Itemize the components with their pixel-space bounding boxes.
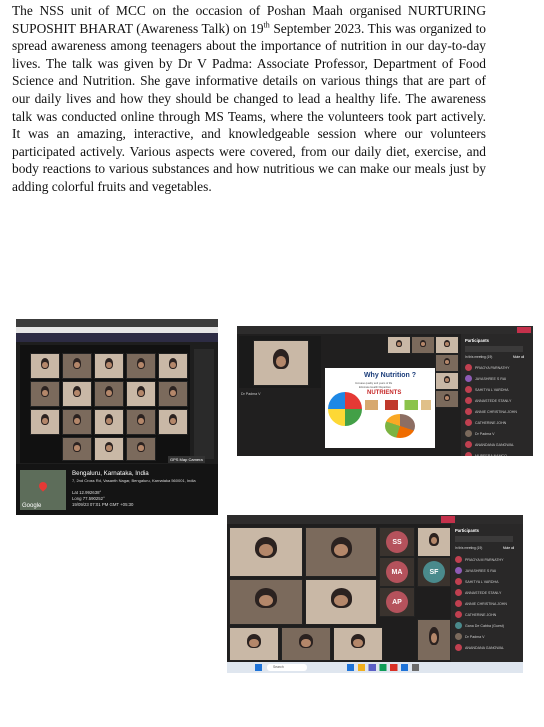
video-tile (30, 381, 60, 407)
participant-name: Dr Padma V (475, 431, 495, 436)
avatar-initials: AP (392, 598, 402, 606)
video-tile (126, 437, 156, 461)
participant-name: CATHERINE JOHN (465, 612, 497, 617)
participant-item (455, 609, 507, 620)
participant-list (465, 362, 517, 456)
presentation-slide (325, 368, 435, 448)
leave-button[interactable] (441, 516, 455, 523)
google-logo: Google (22, 503, 42, 509)
teams-toolbar (237, 326, 533, 334)
participant-name: ANANDANA GANGWAL (465, 645, 505, 650)
video-tile (305, 579, 377, 625)
map-pin-icon (37, 480, 48, 491)
gps-camera-label (168, 456, 205, 463)
participant-item (465, 384, 517, 395)
participant-item (465, 406, 517, 417)
video-tile (94, 353, 124, 379)
video-tile (229, 527, 303, 577)
participant-name: SAHITYA L VARDHA (465, 579, 499, 584)
participant-name: SAHITYA L VARDHA (475, 387, 509, 392)
photo-teams-gallery (227, 515, 523, 673)
map-thumbnail (20, 470, 66, 510)
video-tile (126, 409, 156, 435)
participant-name: ANNASTEDE STANLY (475, 398, 512, 403)
participant-item (455, 598, 507, 609)
avatar-initials: SF (429, 568, 439, 576)
participant-item (465, 373, 517, 384)
video-tile (417, 619, 451, 661)
participant-name: CATHERINE JOHN (475, 420, 507, 425)
participant-item (465, 428, 517, 439)
browser-tabs-bar (16, 319, 218, 327)
presenter-video (253, 340, 309, 386)
participant-name: JAYASHREE S RAI (475, 376, 507, 381)
avatar (423, 561, 445, 583)
presenter-panel (239, 336, 321, 388)
video-tile (435, 372, 459, 390)
video-tile (417, 527, 451, 557)
participant-list (455, 554, 507, 653)
slide-subtitle-2: Eliminate Health Disparities (359, 386, 391, 389)
video-tile (62, 409, 92, 435)
video-tile (379, 587, 415, 617)
location-address: 7, 2nd Cross Rd, Vasanth Nagar, Bengaluru, Karnataka 560001, India (72, 478, 196, 483)
longitude: Long 77.590252° (72, 496, 105, 501)
video-tile (94, 409, 124, 435)
participant-name: PRAGYA M PARNATHY (465, 557, 504, 562)
avatar (386, 531, 408, 553)
video-tile (158, 353, 188, 379)
participant-name: JAYASHREE S RAI (465, 568, 497, 573)
video-tile (333, 627, 383, 661)
participant-name: Dr Padma V (465, 634, 485, 639)
food-wheel (328, 392, 362, 426)
video-tile (30, 353, 60, 379)
report-text-superscript: th (263, 20, 270, 30)
participant-name: PRAGYA PARNATHY (475, 365, 510, 370)
photo-teams-gallery-gps (16, 319, 218, 515)
video-tile (305, 527, 377, 577)
video-tile (411, 336, 435, 354)
in-meeting-label: In this meeting (19) (455, 546, 483, 550)
participant-name: MUBEERA NAMCO (475, 453, 507, 456)
participant-item (455, 620, 507, 631)
participant-name: ANNIE CHRISTINA JOHN (465, 601, 507, 606)
video-tile (126, 353, 156, 379)
participants-search[interactable] (455, 536, 513, 542)
video-tile (379, 557, 415, 587)
participant-name: ANANDANA GANGWAL (475, 442, 515, 447)
participant-item (455, 642, 507, 653)
participant-item (455, 631, 507, 642)
participant-item (455, 587, 507, 598)
gps-overlay (16, 457, 218, 515)
windows-taskbar (227, 662, 523, 673)
search-label: Search (273, 665, 284, 669)
participant-item (465, 450, 517, 456)
avatar-initials: MA (391, 568, 403, 576)
participants-title: Participants (455, 528, 479, 533)
food-icons (365, 400, 431, 410)
photo-teams-presentation (237, 326, 533, 456)
video-tile (94, 381, 124, 407)
video-tile (158, 409, 188, 435)
avatar-initials: SS (392, 538, 402, 546)
presenter-name: Dr Padma V (241, 392, 261, 396)
in-meeting-label: In this meeting (19) (465, 355, 493, 359)
video-tile (62, 353, 92, 379)
gps-camera-text: GPS Map Camera (170, 457, 203, 462)
mute-all-button[interactable]: Mute all (503, 546, 515, 550)
slide-title: Why Nutrition ? (363, 372, 417, 379)
latitude: Lat 12.992638° (72, 490, 102, 495)
video-tile (379, 527, 415, 557)
video-tile (229, 627, 279, 661)
participant-name: Gana De Cabba (Guest) (465, 623, 504, 628)
video-tile (229, 579, 303, 625)
participants-panel (461, 334, 533, 456)
participant-item (465, 439, 517, 450)
video-tile (94, 437, 124, 461)
video-tile (435, 354, 459, 372)
teams-header (16, 333, 218, 342)
side-thumbnails (194, 349, 214, 459)
slide-subtitle: Increase quality and years of life (355, 382, 393, 385)
participant-name: ANNIE CHRISTINA JOHN (475, 409, 517, 414)
teams-toolbar (227, 515, 523, 524)
participant-item (455, 565, 507, 576)
participant-item (465, 362, 517, 373)
participant-item (455, 554, 507, 565)
video-tile (62, 437, 92, 461)
video-tile (435, 336, 459, 354)
participants-title: Participants (465, 338, 489, 343)
search-box[interactable] (267, 664, 307, 671)
slide-heading: NUTRIENTS (367, 390, 402, 396)
report-text-part-b: September 2023. This was organized to spread awareness among teenagers about the importance of nutrition in our day-to-day lives. The talk was given by Dr V Padma: Associate Professor, Department of Food Science and Nutrition. She gave informative details on various things that are part of our daily lives and how they should be changed to lead a healthy life. The awareness talk was conducted online through MS Teams, where the volunteers took part actively. It was an amazing, interactive, and knowledgeable session where our volunteers participated actively. Various aspects were covered, from our daily diet, exercise, and body reactions to various substances and how nutritious we can make our meals just by adding colorful fruits and vegetables. (12, 20, 486, 194)
video-tile (62, 381, 92, 407)
food-plate (385, 414, 415, 438)
start-icon[interactable] (255, 664, 262, 671)
location-title: Bengaluru, Karnataka, India (72, 470, 149, 477)
report-text-part-a: The NSS unit of MCC on the occasion of Poshan Maah organised NURTURING SUPOSHIT BHARAT (Awareness Talk) on 19 (12, 3, 486, 36)
avatar (386, 591, 408, 613)
mute-all-button[interactable]: Mute all (513, 355, 525, 359)
video-tile (387, 336, 411, 354)
taskbar-apps (347, 664, 437, 671)
video-grid (20, 345, 190, 463)
video-tile (417, 557, 451, 587)
report-paragraph (12, 2, 486, 196)
participants-search[interactable] (465, 346, 523, 352)
participant-item (455, 576, 507, 587)
video-tile (158, 381, 188, 407)
video-tile (126, 381, 156, 407)
participant-item (465, 395, 517, 406)
video-tile (281, 627, 331, 661)
participant-item (465, 417, 517, 428)
leave-button[interactable] (517, 327, 531, 333)
avatar (386, 561, 408, 583)
participants-panel (451, 524, 523, 662)
date-time: 19/09/23 07:01 PM GMT +05:30 (72, 502, 134, 507)
participant-name: ANNASTEDE STANLY (465, 590, 502, 595)
video-tile (435, 390, 459, 408)
video-tile (30, 409, 60, 435)
